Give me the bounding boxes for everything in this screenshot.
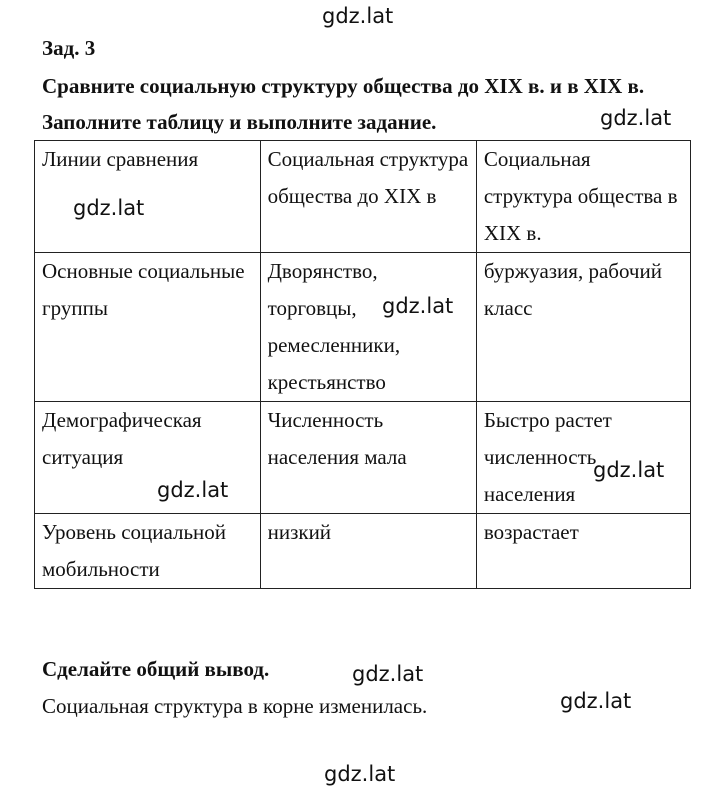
table-cell: Быстро растет численность населения — [476, 402, 690, 514]
watermark: gdz.lat — [600, 106, 672, 130]
table-row — [35, 253, 691, 402]
table-cell: буржуазия, рабочий класс — [476, 253, 690, 402]
table-cell: возрастает — [476, 514, 690, 589]
watermark: gdz.lat — [73, 196, 145, 220]
table-cell: Демографическая ситуация — [35, 402, 261, 514]
watermark: gdz.lat — [382, 294, 454, 318]
conclusion-label: Сделайте общий вывод. — [42, 657, 270, 681]
table-cell: Основные социальные группы — [35, 253, 261, 402]
header-cell: Линии сравнения — [35, 141, 261, 253]
task-instruction: Сравните социальную структуру общества до XIX в. и в XIX в. Заполните таблицу и выполните задание. — [42, 74, 645, 134]
watermark: gdz.lat — [352, 662, 424, 686]
table-cell: Дворянство, торговцы, ремесленники, крестьянство — [260, 253, 476, 402]
table-cell: Численность населения мала — [260, 402, 476, 514]
task-label: Зад. 3 — [42, 36, 96, 60]
table-cell: Уровень социальной мобильности — [35, 514, 261, 589]
table-row — [35, 514, 691, 589]
watermark: gdz.lat — [322, 4, 394, 28]
conclusion-text: Социальная структура в корне изменилась. — [42, 694, 428, 718]
header-cell: Социальная структура общества в XIX в. — [476, 141, 690, 253]
watermark: gdz.lat — [593, 458, 665, 482]
table-cell: низкий — [260, 514, 476, 589]
header-cell: Социальная структура общества до XIX в — [260, 141, 476, 253]
watermark: gdz.lat — [324, 762, 396, 786]
watermark: gdz.lat — [157, 478, 229, 502]
watermark: gdz.lat — [560, 689, 632, 713]
